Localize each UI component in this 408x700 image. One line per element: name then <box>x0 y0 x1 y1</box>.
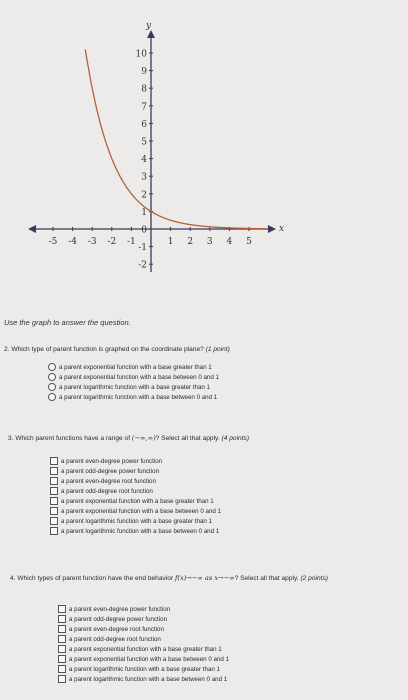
q4-option-5[interactable]: a parent exponential function with a base greater than 1 <box>58 644 229 654</box>
y-tick-label: 8 <box>141 84 147 95</box>
instruction-text: Use the graph to answer the question. <box>4 318 131 327</box>
checkbox[interactable] <box>50 517 58 525</box>
x-axis-right-arrow <box>268 225 276 233</box>
y-tick-label: 6 <box>141 119 147 130</box>
question-2-points: (1 point) <box>205 346 230 353</box>
radio-button[interactable] <box>48 363 56 371</box>
y-axis-top-arrow <box>147 30 155 38</box>
q3-option-2[interactable]: a parent odd-degree power function <box>50 466 221 476</box>
x-tick-label: -4 <box>68 237 77 247</box>
checkbox[interactable] <box>50 487 58 495</box>
question-4-points: (2 points) <box>300 575 328 582</box>
checkbox[interactable] <box>58 655 66 663</box>
coordinate-graph <box>0 0 408 300</box>
x-axis-label: x <box>279 224 285 234</box>
question-3-points: (4 points) <box>221 435 250 442</box>
radio-button[interactable] <box>48 373 56 381</box>
y-tick-label: 1 <box>141 207 147 218</box>
q4-option-8[interactable]: a parent logarithmic function with a base between 0 and 1 <box>58 674 229 684</box>
y-axis-label: y <box>146 21 152 31</box>
q3-option-6[interactable]: a parent exponential function with a base between 0 and 1 <box>50 506 221 516</box>
checkbox[interactable] <box>58 675 66 683</box>
x-tick-label: -3 <box>87 237 97 247</box>
y-tick-label: 5 <box>141 137 147 148</box>
y-tick-label: 2 <box>141 190 147 201</box>
y-tick-label: 9 <box>141 67 147 78</box>
x-tick-label: 3 <box>206 237 213 247</box>
question-3 <box>8 434 249 443</box>
q3-option-1[interactable]: a parent even-degree power function <box>50 456 221 466</box>
checkbox[interactable] <box>58 645 66 653</box>
checkbox[interactable] <box>50 507 58 515</box>
q4-option-3[interactable]: a parent even-degree root function <box>58 624 229 634</box>
y-tick-label: -1 <box>138 243 147 254</box>
q4-option-4[interactable]: a parent odd-degree root function <box>58 634 229 644</box>
x-tick-label: 2 <box>187 237 194 247</box>
question-3-interval: (−∞,∞) <box>131 434 156 442</box>
q2-option-3[interactable]: a parent logarithmic function with a base greater than 1 <box>48 382 219 392</box>
x-tick-label: 4 <box>226 237 233 247</box>
question-3-text: 3. Which parent functions have a range of <box>8 435 131 442</box>
q4-option-7[interactable]: a parent logarithmic function with a base greater than 1 <box>58 664 229 674</box>
x-tick-label: 5 <box>246 237 252 247</box>
x-tick-label: -2 <box>107 237 117 247</box>
q3-option-5[interactable]: a parent exponential function with a base greater than 1 <box>50 496 221 506</box>
question-4 <box>10 574 400 583</box>
y-tick-label: 10 <box>135 49 147 60</box>
checkbox[interactable] <box>50 457 58 465</box>
y-tick-label: 4 <box>141 155 147 166</box>
question-2-options <box>48 362 219 402</box>
q3-option-4[interactable]: a parent odd-degree root function <box>50 486 221 496</box>
x-tick-label: -1 <box>127 237 136 247</box>
question-3-text-after: ? Select all that apply. <box>155 435 220 442</box>
x-tick-label: 1 <box>167 237 174 247</box>
q3-option-3[interactable]: a parent even-degree root function <box>50 476 221 486</box>
q2-option-2[interactable]: a parent exponential function with a base between 0 and 1 <box>48 372 219 382</box>
exponential-decay-curve <box>85 50 264 229</box>
q2-option-4[interactable]: a parent logarithmic function with a base between 0 and 1 <box>48 392 219 402</box>
q4-option-2[interactable]: a parent odd-degree power function <box>58 614 229 624</box>
checkbox[interactable] <box>58 615 66 623</box>
radio-button[interactable] <box>48 383 56 391</box>
checkbox[interactable] <box>58 605 66 613</box>
q4-option-1[interactable]: a parent even-degree power function <box>58 604 229 614</box>
y-tick-label: -2 <box>138 260 147 271</box>
checkbox[interactable] <box>50 477 58 485</box>
checkbox[interactable] <box>58 635 66 643</box>
x-axis-left-arrow <box>28 225 36 233</box>
checkbox[interactable] <box>58 625 66 633</box>
q3-option-8[interactable]: a parent logarithmic function with a base between 0 and 1 <box>50 526 221 536</box>
question-4-text: 4. Which types of parent function have the end behavior <box>10 575 174 582</box>
y-tick-label: 3 <box>141 172 147 183</box>
q3-option-7[interactable]: a parent logarithmic function with a base greater than 1 <box>50 516 221 526</box>
radio-button[interactable] <box>48 393 56 401</box>
checkbox[interactable] <box>50 527 58 535</box>
x-tick-label: -5 <box>48 237 58 247</box>
question-4-options <box>58 604 229 684</box>
y-tick-label: 0 <box>141 225 147 236</box>
checkbox[interactable] <box>58 665 66 673</box>
question-2-text: 2. Which type of parent function is graphed on the coordinate plane? <box>4 346 204 353</box>
q4-option-6[interactable]: a parent exponential function with a base between 0 and 1 <box>58 654 229 664</box>
question-3-options <box>50 456 221 536</box>
q2-option-1[interactable]: a parent exponential function with a base greater than 1 <box>48 362 219 372</box>
question-4-expression: f(x)→−∞ as x→−∞ <box>174 574 235 582</box>
checkbox[interactable] <box>50 497 58 505</box>
question-2 <box>4 346 230 354</box>
question-4-text-after: ? Select all that apply. <box>234 575 299 582</box>
y-tick-label: 7 <box>141 102 147 113</box>
checkbox[interactable] <box>50 467 58 475</box>
